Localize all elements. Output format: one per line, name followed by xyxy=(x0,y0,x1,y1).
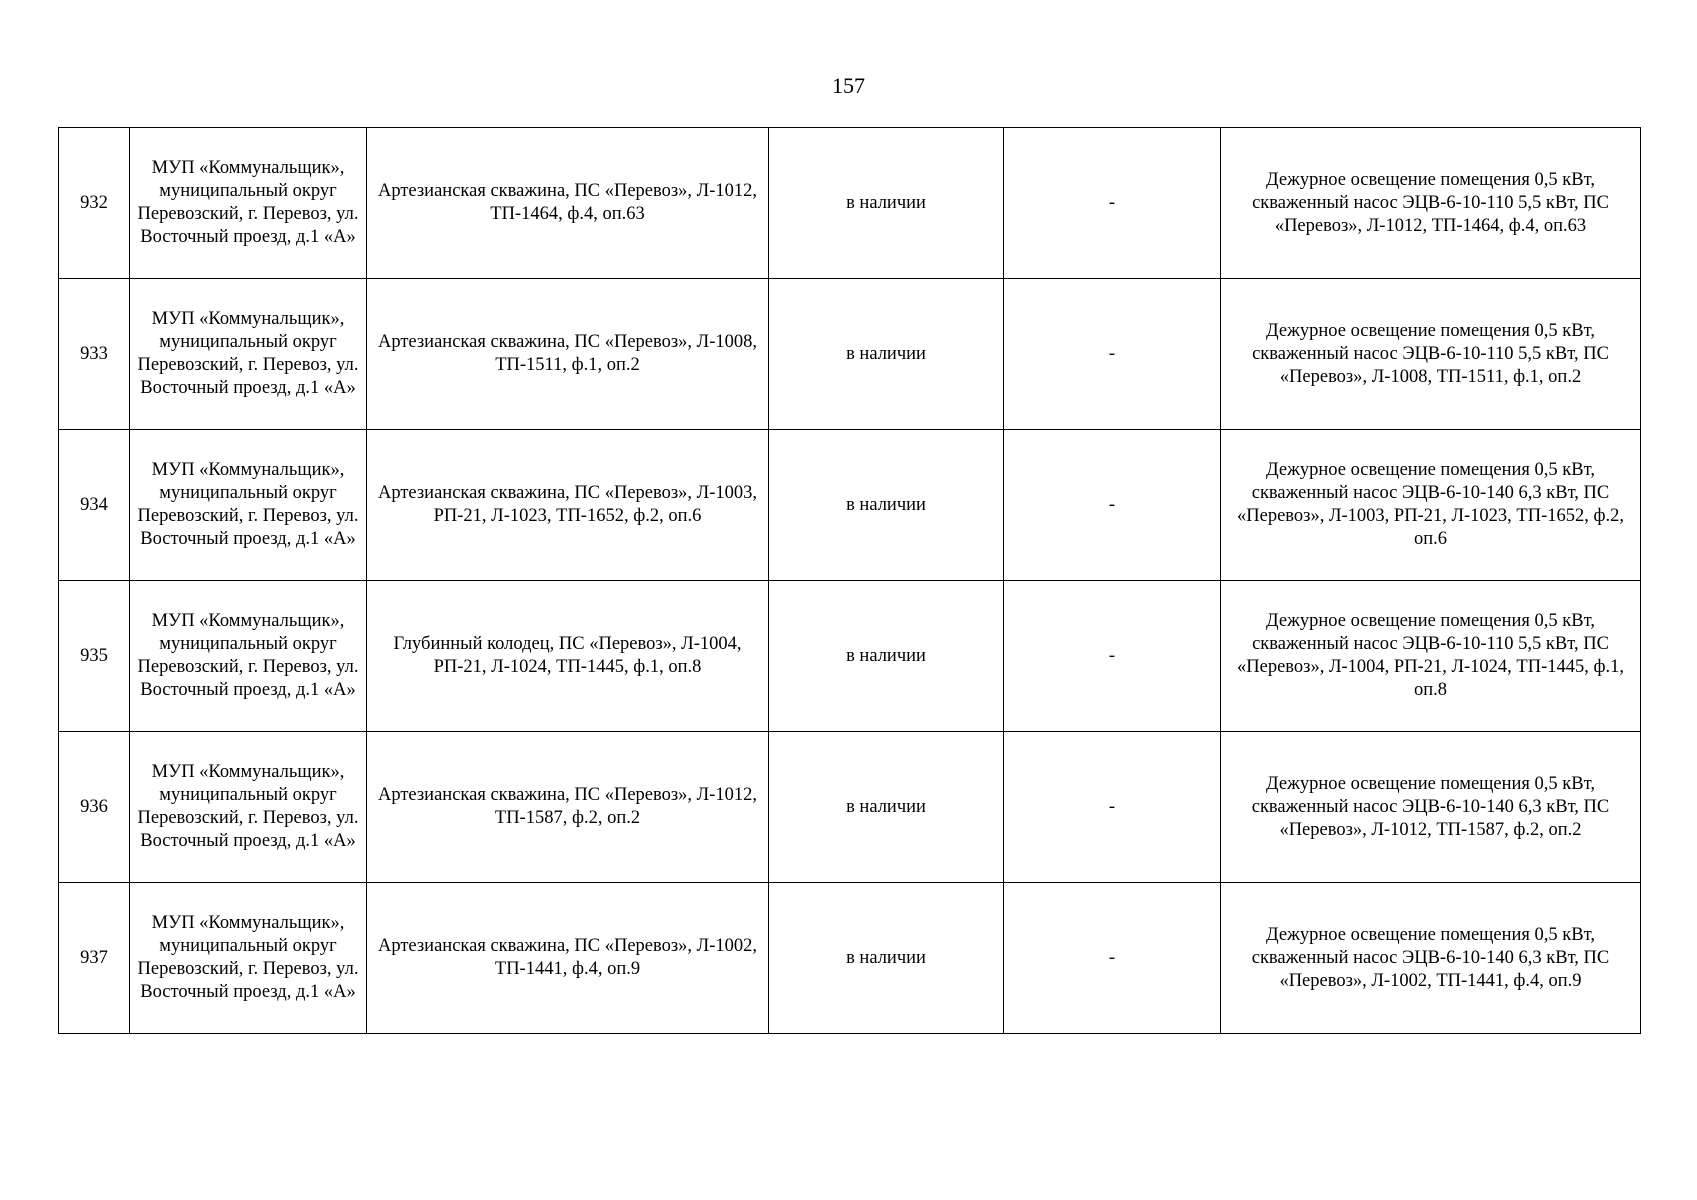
owner-cell: МУП «Коммунальщик», муниципальный округ Перевозский, г. Перевоз, ул. Восточный проезд, д.1 «А» xyxy=(130,128,367,279)
equipment-cell: Дежурное освещение помещения 0,5 кВт, скваженный насос ЭЦВ-6-10-140 6,3 кВт, ПС «Перевоз», Л-1003, РП-21, Л-1023, ТП-1652, ф.2, оп.6 xyxy=(1221,430,1641,581)
page-number: 157 xyxy=(832,73,865,98)
row-number-cell: 936 xyxy=(59,732,130,883)
owner-cell: МУП «Коммунальщик», муниципальный округ Перевозский, г. Перевоз, ул. Восточный проезд, д.1 «А» xyxy=(130,732,367,883)
equipment-cell: Дежурное освещение помещения 0,5 кВт, скваженный насос ЭЦВ-6-10-110 5,5 кВт, ПС «Перевоз», Л-1008, ТП-1511, ф.1, оп.2 xyxy=(1221,279,1641,430)
empty-value-cell: - xyxy=(1004,732,1221,883)
availability-cell: в наличии xyxy=(769,581,1004,732)
object-cell: Артезианская скважина, ПС «Перевоз», Л-1012, ТП-1587, ф.2, оп.2 xyxy=(367,732,769,883)
equipment-cell: Дежурное освещение помещения 0,5 кВт, скваженный насос ЭЦВ-6-10-110 5,5 кВт, ПС «Перевоз», Л-1004, РП-21, Л-1024, ТП-1445, ф.1, оп.8 xyxy=(1221,581,1641,732)
empty-value-cell: - xyxy=(1004,883,1221,1034)
owner-cell: МУП «Коммунальщик», муниципальный округ Перевозский, г. Перевоз, ул. Восточный проезд, д.1 «А» xyxy=(130,430,367,581)
equipment-cell: Дежурное освещение помещения 0,5 кВт, скваженный насос ЭЦВ-6-10-140 6,3 кВт, ПС «Перевоз», Л-1002, ТП-1441, ф.4, оп.9 xyxy=(1221,883,1641,1034)
availability-cell: в наличии xyxy=(769,430,1004,581)
object-cell: Артезианская скважина, ПС «Перевоз», Л-1003, РП-21, Л-1023, ТП-1652, ф.2, оп.6 xyxy=(367,430,769,581)
table-row xyxy=(59,732,1641,883)
table-row xyxy=(59,581,1641,732)
table-row xyxy=(59,883,1641,1034)
equipment-cell: Дежурное освещение помещения 0,5 кВт, скваженный насос ЭЦВ-6-10-110 5,5 кВт, ПС «Перевоз», Л-1012, ТП-1464, ф.4, оп.63 xyxy=(1221,128,1641,279)
object-cell: Артезианская скважина, ПС «Перевоз», Л-1012, ТП-1464, ф.4, оп.63 xyxy=(367,128,769,279)
empty-value-cell: - xyxy=(1004,581,1221,732)
availability-cell: в наличии xyxy=(769,883,1004,1034)
object-cell: Артезианская скважина, ПС «Перевоз», Л-1008, ТП-1511, ф.1, оп.2 xyxy=(367,279,769,430)
row-number-cell: 935 xyxy=(59,581,130,732)
availability-cell: в наличии xyxy=(769,279,1004,430)
empty-value-cell: - xyxy=(1004,430,1221,581)
registry-table xyxy=(58,127,1641,1034)
object-cell: Глубинный колодец, ПС «Перевоз», Л-1004, РП-21, Л-1024, ТП-1445, ф.1, оп.8 xyxy=(367,581,769,732)
row-number-cell: 934 xyxy=(59,430,130,581)
table-row xyxy=(59,128,1641,279)
owner-cell: МУП «Коммунальщик», муниципальный округ Перевозский, г. Перевоз, ул. Восточный проезд, д.1 «А» xyxy=(130,581,367,732)
equipment-cell: Дежурное освещение помещения 0,5 кВт, скваженный насос ЭЦВ-6-10-140 6,3 кВт, ПС «Перевоз», Л-1012, ТП-1587, ф.2, оп.2 xyxy=(1221,732,1641,883)
row-number-cell: 933 xyxy=(59,279,130,430)
owner-cell: МУП «Коммунальщик», муниципальный округ Перевозский, г. Перевоз, ул. Восточный проезд, д.1 «А» xyxy=(130,279,367,430)
row-number-cell: 937 xyxy=(59,883,130,1034)
availability-cell: в наличии xyxy=(769,128,1004,279)
availability-cell: в наличии xyxy=(769,732,1004,883)
table-row xyxy=(59,279,1641,430)
empty-value-cell: - xyxy=(1004,128,1221,279)
object-cell: Артезианская скважина, ПС «Перевоз», Л-1002, ТП-1441, ф.4, оп.9 xyxy=(367,883,769,1034)
row-number-cell: 932 xyxy=(59,128,130,279)
table-row xyxy=(59,430,1641,581)
empty-value-cell: - xyxy=(1004,279,1221,430)
owner-cell: МУП «Коммунальщик», муниципальный округ Перевозский, г. Перевоз, ул. Восточный проезд, д.1 «А» xyxy=(130,883,367,1034)
